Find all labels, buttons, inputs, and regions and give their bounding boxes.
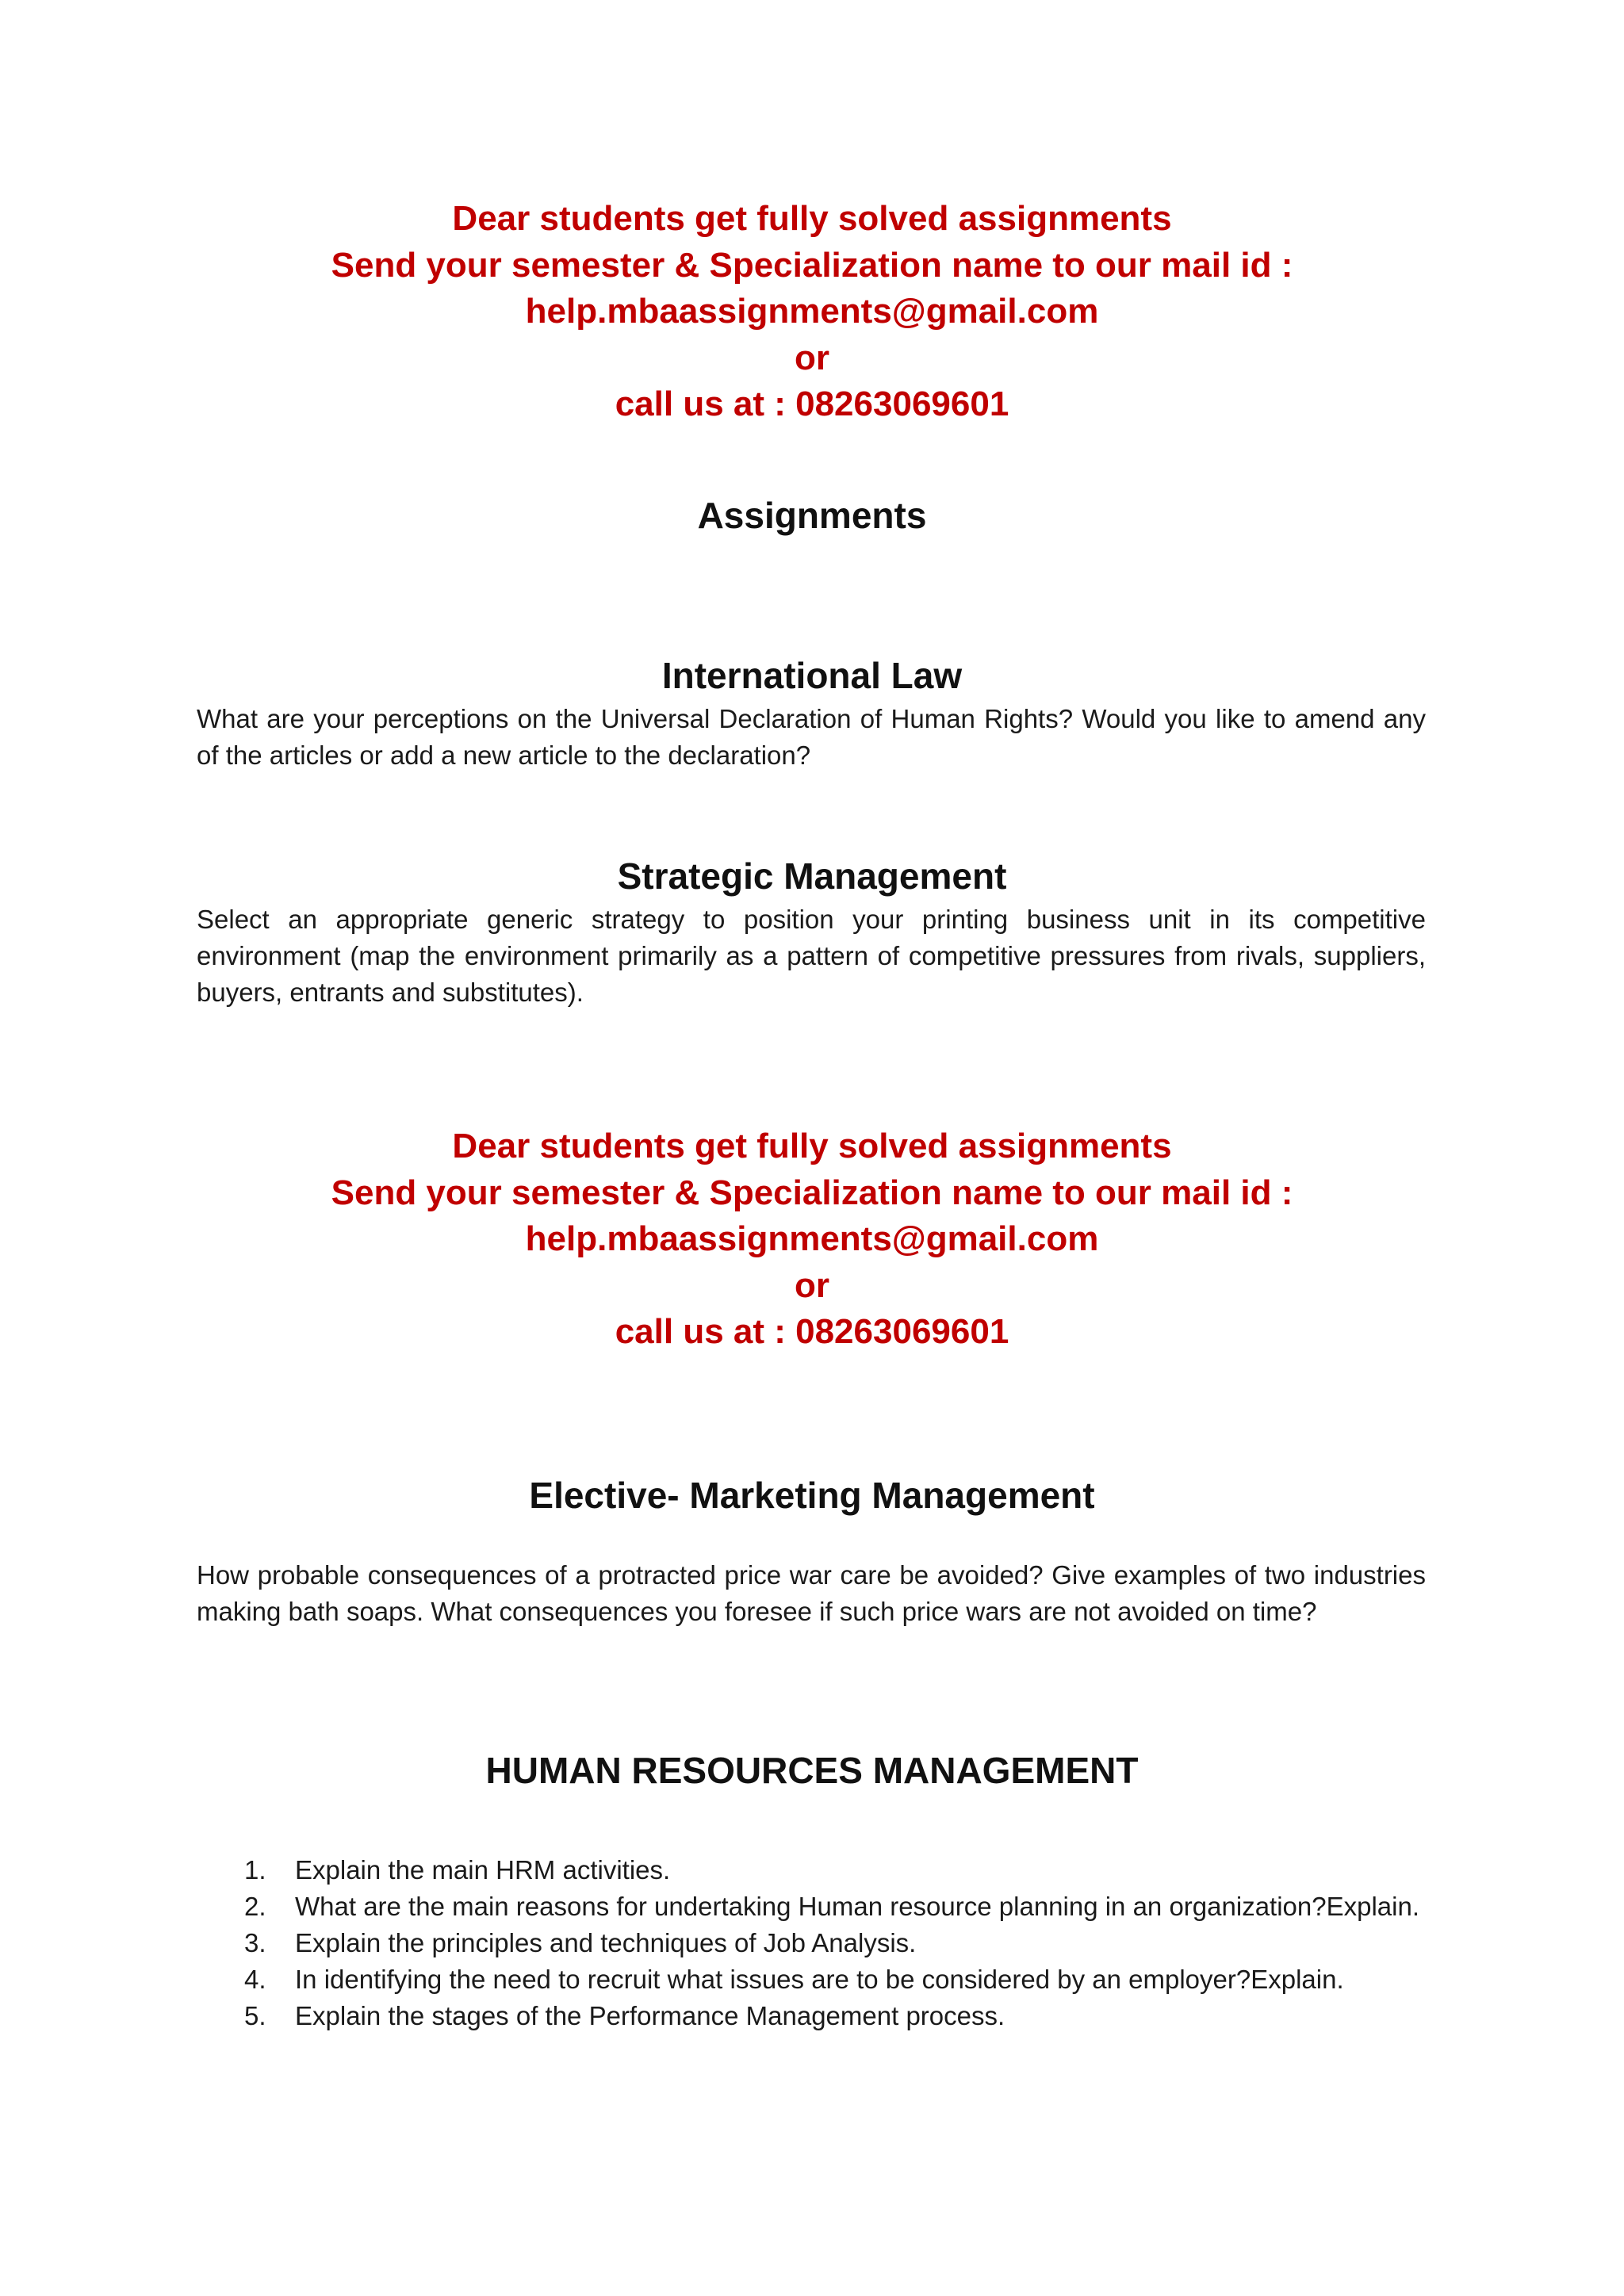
promo-line-2: Send your semester & Specialization name to our mail id : <box>331 1173 1293 1212</box>
list-item <box>197 1852 1426 1888</box>
list-item <box>197 1925 1426 1961</box>
promo-block-middle <box>0 1123 1624 1356</box>
section-title-international-law: International Law <box>661 655 963 696</box>
list-item-number: 4. <box>244 1965 266 1994</box>
list-item-number: 1. <box>244 1855 266 1885</box>
promo-call: call us at : 08263069601 <box>615 1312 1009 1351</box>
list-item-text: In identifying the need to recruit what issues are to be considered by an employer?Explain. <box>295 1965 1344 1994</box>
section-title-marketing-management: Elective- Marketing Management <box>529 1475 1095 1516</box>
list-item-number: 3. <box>244 1928 266 1957</box>
list-item-number: 5. <box>244 2001 266 2030</box>
list-item <box>197 1961 1426 1998</box>
hrm-question-list <box>197 1852 1426 2034</box>
promo-line-1: Dear students get fully solved assignments <box>452 199 1172 238</box>
section-text-marketing-management: How probable consequences of a protracted price war care be avoided? Give examples of two industries making bath soaps. What consequences you foresee if such price wars are not avoided on time? <box>197 1560 1426 1626</box>
promo-email: help.mbaassignments@gmail.com <box>525 1219 1099 1258</box>
list-item-text: Explain the stages of the Performance Management process. <box>295 2001 1005 2030</box>
list-item <box>197 1888 1426 1925</box>
section-title-strategic-management: Strategic Management <box>617 855 1007 897</box>
section-text-strategic-management: Select an appropriate generic strategy to position your printing business unit in its competitive environment (map the environment primarily as a pattern of competitive pressures from rivals, suppliers, buyers, entrants and substitutes). <box>197 905 1426 1007</box>
page-title: Assignments <box>697 495 927 536</box>
promo-or: or <box>795 1265 829 1305</box>
promo-line-1: Dear students get fully solved assignments <box>452 1127 1172 1165</box>
list-item <box>197 1998 1426 2034</box>
list-item-text: Explain the main HRM activities. <box>295 1855 671 1885</box>
list-item-text: What are the main reasons for undertaking Human resource planning in an organization?Explain. <box>295 1892 1420 1921</box>
list-item-text: Explain the principles and techniques of Job Analysis. <box>295 1928 917 1957</box>
promo-email: help.mbaassignments@gmail.com <box>525 292 1099 331</box>
list-item-number: 2. <box>244 1892 266 1921</box>
section-text-international-law: What are your perceptions on the Universal Declaration of Human Rights? Would you like to amend any of the articles or add a new article to the declaration? <box>197 704 1426 770</box>
section-title-hrm: HUMAN RESOURCES MANAGEMENT <box>485 1750 1139 1791</box>
promo-line-2: Send your semester & Specialization name to our mail id : <box>331 245 1293 285</box>
promo-or: or <box>795 338 829 377</box>
promo-call: call us at : 08263069601 <box>615 385 1009 423</box>
promo-block-top <box>0 196 1624 428</box>
